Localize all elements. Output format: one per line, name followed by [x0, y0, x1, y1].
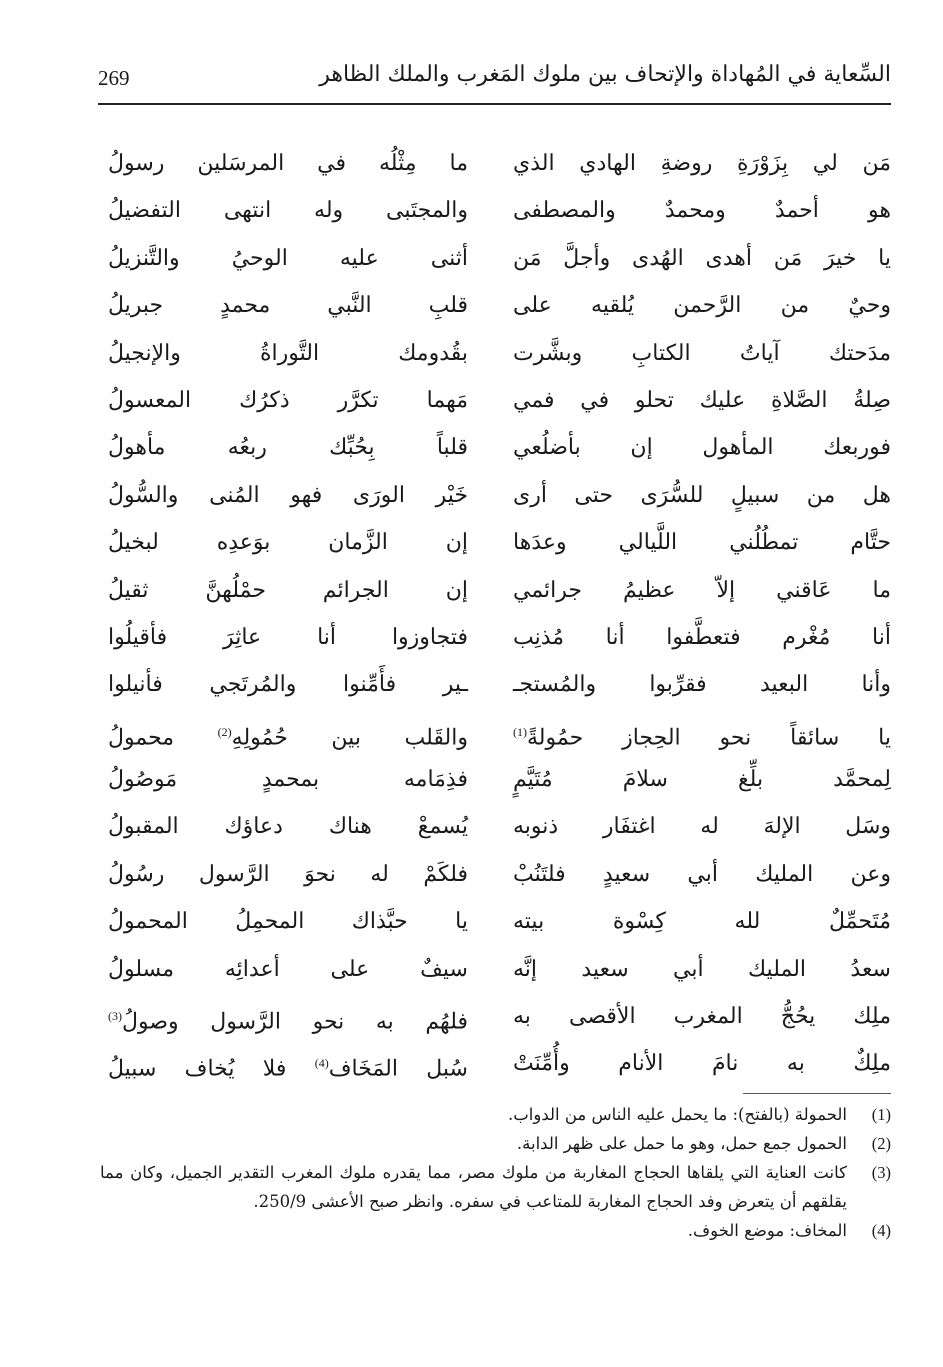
hemistich-text: ما مِثْلُه في المرسَلين رسولُ [108, 151, 468, 176]
verse-second-hemistich [108, 1040, 468, 1087]
hemistich-text: قلبِ النَّبي محمدٍ جبريلُ [108, 293, 468, 319]
footnote-text: المخاف: موضع الخوف. [687, 1221, 847, 1240]
verse-first-hemistich [513, 187, 891, 234]
verse-second-hemistich [108, 851, 468, 898]
verse-second-hemistich [108, 282, 468, 329]
hemistich-text: فذِمَامه بمحمدٍ مَوصُولُ [108, 767, 468, 793]
footnote-marker: (4) [314, 1056, 329, 1071]
hemistich-text: سُبل المَخَاف [328, 1056, 468, 1082]
verse-second-hemistich [108, 567, 468, 614]
hemistich-text: ـير فأَمِّنوا والمُرتَجي فأنيلوا [108, 672, 468, 698]
hemistich-text: صِلةُ الصَّلاةِ عليك تحلو في فمي [513, 387, 891, 413]
hemistich-text: أنا مُغْرم فتعطَّفوا أنا مُذنِب [513, 624, 891, 650]
hemistich-text: هل من سبيلٍ للسُّرَى حتى أرى [513, 482, 891, 508]
verse-first-hemistich [513, 661, 891, 708]
verse-second-hemistich [108, 235, 468, 282]
hemistich-text: والقَلب بين حُمُولِهِ [231, 725, 468, 751]
verse-first-hemistich [513, 993, 891, 1040]
running-header-title: السِّعاية في المُهاداة والإتحاف بين ملوك المَغرب والملك الظاهر [319, 62, 891, 87]
verse-first-hemistich [513, 709, 891, 756]
hemistich-text: فتجاوزوا أنا عاثِرَ فأقيلُوا [108, 624, 468, 650]
hemistich-text: ملِك يحُجُّ المغرب الأقصى به [513, 1004, 891, 1030]
hemistich-text: فوربعك المأهول إن بأضلُعي [513, 435, 891, 461]
verse-second-hemistich [108, 614, 468, 661]
hemistich-text: مَن لي بِزَوْرَةِ روضةِ الهادي الذي [513, 151, 891, 176]
verse-first-hemistich [513, 851, 891, 898]
verse-first-hemistich [513, 519, 891, 566]
verse-second-hemistich [108, 377, 468, 424]
verse-first-hemistich [513, 1040, 891, 1087]
verse-first-hemistich [513, 282, 891, 329]
verse-second-hemistich [108, 187, 468, 234]
hemistich-text: مدَحتك آياتُ الكتابِ وبشَّرت [513, 340, 891, 366]
footnote-marker: (3) [108, 1009, 122, 1024]
verse-second-hemistich [108, 709, 468, 756]
footnote-number: (2) [871, 1134, 891, 1153]
verse-first-hemistich [513, 756, 891, 803]
verse-second-hemistich [108, 946, 468, 993]
footnote-rule [743, 1093, 891, 1094]
verse-first-hemistich [513, 424, 891, 471]
verse-second-hemistich [108, 756, 468, 803]
hemistich-text: قلباً بِحُبِّك ربعُه مأهولُ [108, 435, 468, 461]
verse-second-hemistich [108, 898, 468, 945]
footnote-text: كانت العناية التي يلقاها الحجاج المغاربة من ملوك مصر، مما يقدره ملوك المغرب التقدير الجميل، وكان مما يقلقهم أن يتعرض وفد الحجاج المغاربة للمتاعب في سفره. وانظر صبح الأعشى 250/9. [100, 1163, 847, 1211]
hemistich-text: وسَل الإلهَ له اغتفَار ذنوبه [513, 814, 891, 840]
hemistich-text: يا سائقاً نحو الحِجاز حمُولةً [527, 725, 891, 751]
verse-first-hemistich [513, 472, 891, 519]
hemistich-text: يُسمعْ هناك دعاؤك المقبولُ [108, 814, 468, 840]
poem-second-hemistiches [108, 140, 468, 1088]
hemistich-text: مُتَحمِّلٌ لله كِسْوة بيته [513, 909, 891, 935]
poem-first-hemistiches [513, 140, 891, 1088]
footnote [100, 1158, 891, 1216]
verse-second-hemistich [108, 472, 468, 519]
hemistich-text: والمجتَبى وله انتهى التفضيلُ [108, 198, 468, 224]
hemistich-text: مَهما تكرَّر ذكرُك المعسولُ [108, 387, 468, 413]
hemistich-text: فلا يُخاف سبيلُ [108, 1056, 287, 1082]
hemistich-text: هو أحمدٌ ومحمدٌ والمصطفى [513, 198, 891, 224]
verse-second-hemistich [108, 330, 468, 377]
verse-second-hemistich [108, 993, 468, 1040]
hemistich-text: يا خيرَ مَن أهدى الهُدى وأجلَّ مَن [513, 245, 891, 271]
hemistich-text: وأنا البعيد فقرِّبوا والمُستجـ [513, 672, 891, 698]
verse-second-hemistich [108, 519, 468, 566]
hemistich-text: خَيْر الورَى فهو المُنى والسُّولُ [108, 482, 468, 508]
verse-first-hemistich [513, 235, 891, 282]
verse-first-hemistich [513, 330, 891, 377]
footnote-number: (4) [871, 1221, 891, 1240]
hemistich-text: وعن المليك أبي سعيدٍ فلتَنُبْ [513, 861, 891, 887]
footnote [100, 1100, 891, 1129]
footnote-number: (1) [871, 1105, 891, 1124]
hemistich-text: ما عَاقني إلاّ عظيمُ جرائمي [513, 577, 891, 603]
footnote-text: الحمول جمع حمل، وهو ما حمل على ظهر الدابة. [516, 1134, 847, 1153]
footnote-marker: (1) [513, 724, 527, 739]
footnote-marker: (2) [217, 724, 232, 739]
hemistich-text: سيفٌ على أعدائِه مسلولُ [108, 956, 468, 982]
hemistich-text: يا حبَّذاك المحمِلُ المحمولُ [108, 909, 468, 935]
verse-second-hemistich [108, 140, 468, 187]
verse-first-hemistich [513, 377, 891, 424]
hemistich-text: بقُدومك التَّوراةُ والإنجيلُ [108, 340, 468, 366]
hemistich-text: وحيٌ من الرَّحمن يُلقيه على [513, 293, 891, 319]
hemistich-text: محمولُ [108, 725, 175, 751]
footnote [100, 1129, 891, 1158]
header-rule [98, 103, 891, 105]
footnotes [100, 1100, 891, 1245]
hemistich-text: حتَّام تمطُلُني اللَّيالي وعدَها [513, 530, 891, 556]
verse-first-hemistich [513, 803, 891, 850]
verse-second-hemistich [108, 424, 468, 471]
hemistich-text: إن الزَّمان بوَعدِه لبخيلُ [108, 530, 468, 556]
verse-first-hemistich [513, 898, 891, 945]
hemistich-text: ملِكٌ به نامَ الأنام وأُمِّنَتْ [513, 1051, 891, 1077]
verse-second-hemistich [108, 661, 468, 708]
footnote [100, 1216, 891, 1245]
verse-first-hemistich [513, 140, 891, 187]
hemistich-text: لِمحمَّد بلِّغ سلامَ مُتَيَّمٍ [513, 767, 891, 793]
footnote-text: الحمولة (بالفتح): ما يحمل عليه الناس من الدواب. [507, 1105, 847, 1124]
hemistich-text: سعدُ المليك أبي سعيد إنَّه [513, 956, 891, 982]
hemistich-text: فلهُم به نحو الرَّسول وصولُ [122, 1009, 468, 1035]
verse-second-hemistich [108, 803, 468, 850]
verse-first-hemistich [513, 946, 891, 993]
verse-first-hemistich [513, 614, 891, 661]
page-number: 269 [98, 66, 130, 90]
verse-first-hemistich [513, 567, 891, 614]
hemistich-text: أثنى عليه الوحيُ والتَّنزيلُ [108, 245, 468, 271]
hemistich-text: إن الجرائم حمْلُهنَّ ثقيلُ [108, 577, 468, 603]
hemistich-text: فلكَمْ له نحوَ الرَّسول رسُولُ [108, 861, 468, 887]
footnote-number: (3) [871, 1163, 891, 1182]
